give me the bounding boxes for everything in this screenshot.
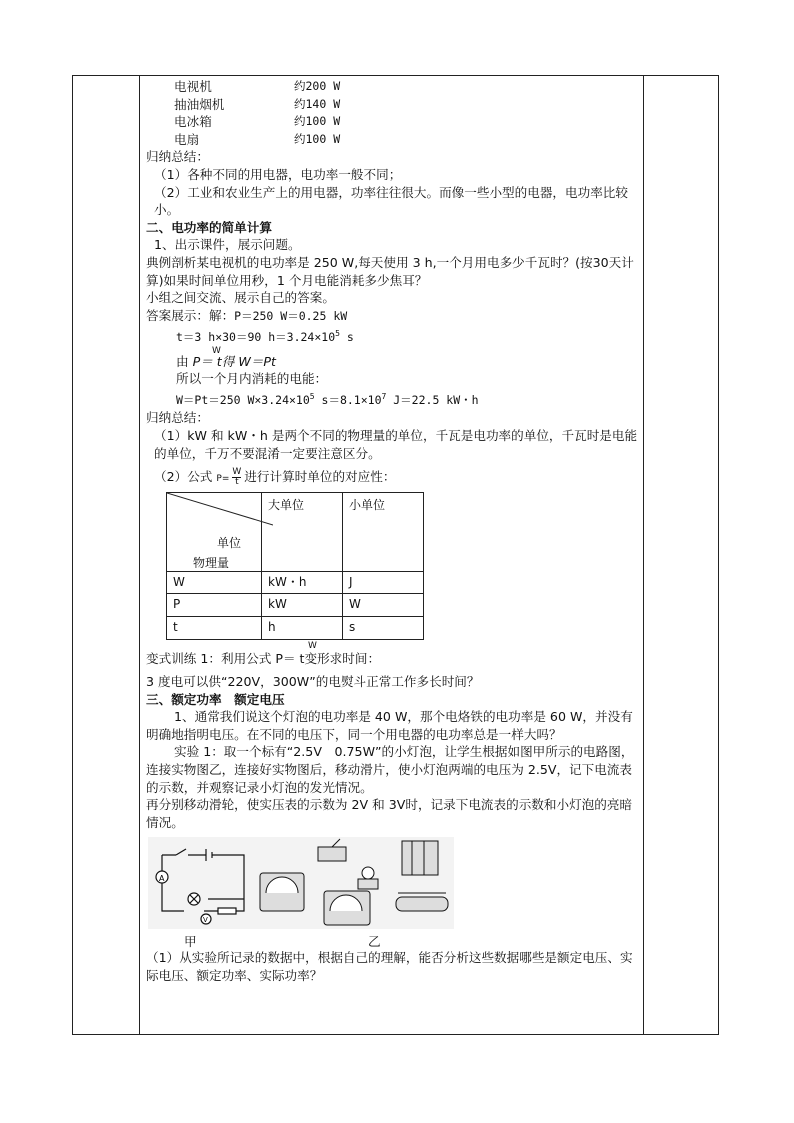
header-quantity: 物理量 [193,555,230,570]
table-cell-q: P [167,594,262,617]
section3-paragraph-1: 1、通常我们说这个灯泡的电功率是 40 W，那个电烙铁的电功率是 60 W，并没有明确地指明电压。在不同的电压下，同一个用电器的电功率总是一样大吗？ [146,709,633,742]
summary2-point-2: （2）公式 $P= \frac{W}{t}$ 进行计算时单位的对应性： [154,467,396,488]
table-cell-big: kW・h [262,571,343,594]
variant-formula-numerator: W [308,640,317,651]
appliance-row [146,96,638,114]
appliance-power: 约100 W [294,114,341,129]
figure-label-jia: 甲 [184,934,197,950]
table-row [167,616,424,639]
column-divider-right [643,75,644,1035]
header-small-unit: 小单位 [343,492,424,571]
answer-power: P＝250 W＝0.25 kW [234,308,348,323]
table-cell-small: s [343,616,424,639]
answer-power-line [146,307,638,326]
summary1-point-2: （2）工业和农业生产上的用电器，功率往往很大。而像一些小型的电器，电功率比较小。 [154,184,628,218]
answer-time-line: t＝3 h×30＝90 $h=3.24\times 10^5$ s [176,329,354,345]
appliance-name: 电扇 [174,131,200,147]
section3-heading: 三、额定功率 额定电压 [146,691,285,707]
table-cell-q: W [167,571,262,594]
variant-training: W 变式训练 1：利用公式 P＝ t变形求时间： [146,650,638,668]
summary1-title: 归纳总结： [146,149,209,165]
header-unit: 单位 [217,535,242,550]
example-problem: 典例剖析某电视机的电功率是 250 W,每天使用 3 h,一个月用电多少千瓦时？(按30天计算)如果时间单位用秒，1 个月电能消耗多少焦耳？ [146,254,634,288]
appliance-power: 约140 W [294,96,341,111]
variant-question: 3 度电可以供“220V，300W”的电熨斗正常工作多长时间？ [146,674,480,690]
figure-label-yi: 乙 [368,934,381,950]
appliance-power-list [146,78,638,148]
appliance-name: 抽油烟机 [174,96,225,112]
appliance-power: 约100 W [294,131,341,146]
appliance-power: 约200 W [294,79,341,93]
column-divider-left [139,75,140,1035]
appliance-row [146,113,638,131]
svg-text:A: A [159,874,165,884]
table-cell-big: kW [262,594,343,617]
appliance-name: 电视机 [174,79,212,94]
experiment-1: 实验 1：取一个标有“2.5V 0.75W”的小灯泡，让学生根据如图甲所示的电路图，连接实物图乙，连接好实物图后，移动滑片，使小灯泡两端的电压为 2.5V，记下电流表的示数，并观察记录小灯泡的发光情况。 [146,744,634,795]
section3-paragraph-2: 再分别移动滑轮，使实压表的示数为 2V 和 3V时，记录下电流表的示数和小灯泡的亮暗情况。 [146,797,633,830]
table-cell-q: t [167,616,262,639]
question-1: （1）从实验所记录的数据中，根据自己的理解，能否分析这些数据哪些是额定电压、实际电压、额定功率、实际功率？ [146,950,633,984]
appliance-name: 电冰箱 [174,114,212,130]
formula-text: P＝ t得 W＝Pt [192,353,276,369]
experiment-figure [148,837,454,950]
appliance-row [146,131,638,149]
appliance-row [146,78,638,96]
units-table-corner [167,492,262,571]
table-row [167,594,424,617]
lesson-content [146,78,638,985]
answer-label: 答案展示：解： [146,307,235,323]
month-energy-label: 所以一个月内消耗的电能： [176,371,328,387]
formula-fraction: $\frac{W}{t}$ [232,467,242,488]
svg-text:V: V [203,916,208,925]
energy-calculation: W＝Pt＝250 $W\times 3.24\times 10^5$ $s=8.1\times 10^7$ J＝22.5 kW・h [176,391,479,407]
group-discussion: 小组之间交流、展示自己的答案。 [146,290,335,306]
formula-numerator: W [212,345,221,356]
table-cell-big: h [262,616,343,639]
circuit-diagram-and-apparatus [148,837,454,929]
section2-heading: 二、电功率的简单计算 [146,219,272,235]
table-cell-small: W [343,594,424,617]
summary2-title: 归纳总结： [146,410,209,426]
summary1-point-1: （1）各种不同的用电器，电功率一般不同； [154,166,402,182]
section2-step1: 1、出示课件，展示问题。 [154,237,301,253]
table-cell-small: J [343,571,424,594]
formula-derivation: W 由 P＝ t得 W＝Pt [146,353,638,371]
units-table [166,492,424,640]
header-big-unit: 大单位 [262,492,343,571]
summary2-point-1: （1）kW 和 kW・h 是两个不同的物理量的单位，千瓦是电功率的单位，千瓦时是电能的单位，千万不要混淆一定要注意区分。 [154,427,638,461]
